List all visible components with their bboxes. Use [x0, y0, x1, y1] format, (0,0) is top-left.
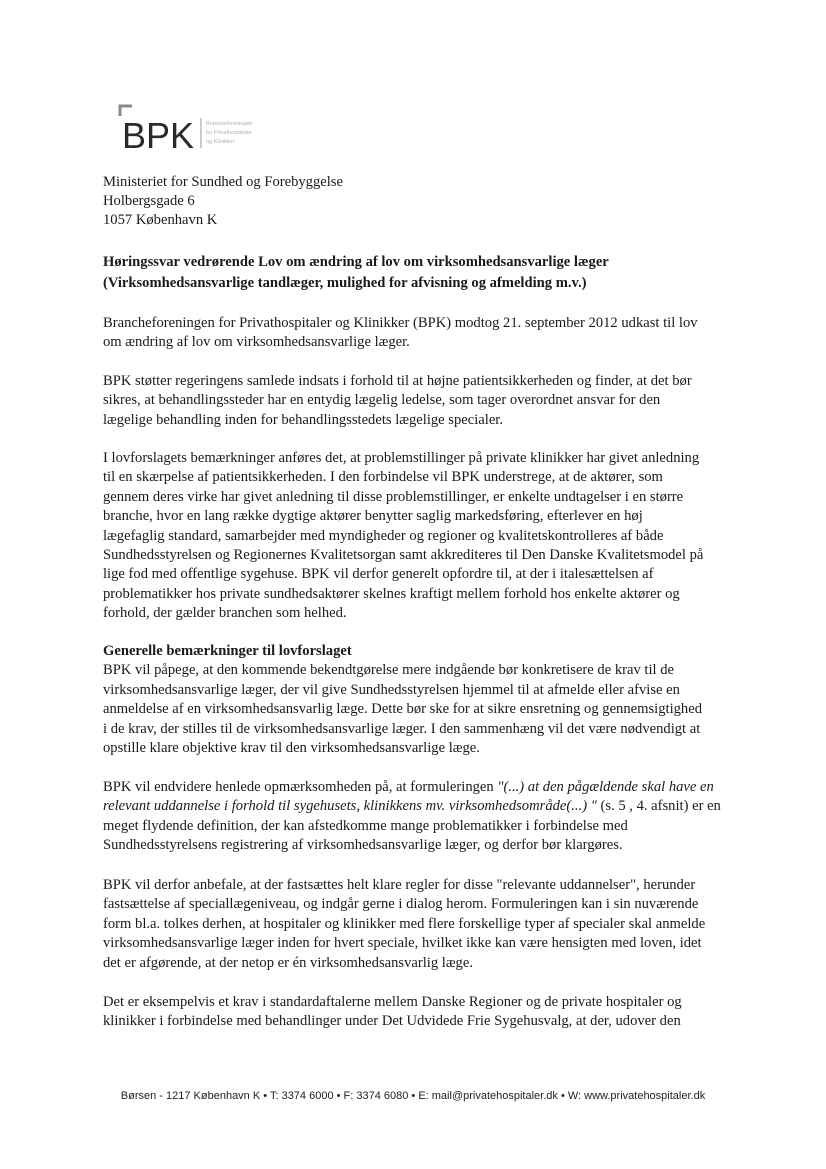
quoted-text: "(...) at den pågældende skal have en [497, 779, 714, 795]
subject-heading [103, 252, 743, 294]
text-line: problematikker hos private sundhedsaktører skelnes kraftigt mellem forhold hos enkelte aktører og [103, 585, 680, 602]
text-line: BPK vil derfor anbefale, at der fastsættes helt klare regler for disse "relevante uddannelser", herunder [103, 877, 696, 893]
text-line: BPK støtter regeringens samlede indsats i forhold til at højne patientsikkerheden og finder, at det bør [103, 373, 692, 389]
text-line: opstille klare objektive krav til den virksomhedsansvarlige læge. [103, 740, 480, 757]
text-segment: (s. 5 , 4. afsnit) er en [596, 798, 721, 815]
paragraph-5 [103, 778, 743, 856]
quoted-text: relevant uddannelse i forhold til sygehusets, klinikkens mv. virksomhedsområde(...) " [103, 798, 597, 815]
paragraph-6 [103, 876, 743, 973]
text-line: BPK vil påpege, at den kommende bekendtgørelse mere indgående bør konkretisere de krav til de [103, 662, 674, 679]
text-line: i de krav, der stilles til de virksomhedsansvarlige læger. I den sammenhæng vil det være nødvendigt at [103, 720, 701, 737]
text-line: I lovforslagets bemærkninger anføres det, at problemstillinger på private klinikker har givet anledning [103, 450, 700, 466]
paragraph-3 [103, 449, 743, 624]
text-line: Brancheforeningen for Privathospitaler og Klinikker (BPK) modtog 21. september 2012 udkast til lov [103, 315, 698, 331]
text-line: Sundhedsstyrelsen og Regionernes Kvalitetsorgan samt akkrediteres til Den Danske Kvalitetsmodel på [103, 547, 704, 564]
paragraph-4 [103, 642, 743, 758]
text-line: om ændring af lov om virksomhedsansvarlige læger. [103, 334, 410, 351]
subject-line: (Virksomhedsansvarlige tandlæger, mulighed for afvisning og afmelding m.v.) [103, 275, 587, 291]
text-segment: BPK vil endvidere henlede opmærksomheden på, at formuleringen [103, 779, 498, 795]
text-line: det er afgørende, at der netop er én virksomhedsansvarlig læge. [103, 954, 473, 971]
recipient-address [103, 173, 343, 230]
address-line: Holbergsgade 6 [103, 193, 195, 209]
text-line: form bl.a. tolkes derhen, at hospitaler og klinikker med flere forskellige typer af specialer skal anmelde [103, 915, 706, 932]
text-line: forhold, der gælder branchen som helhed. [103, 605, 347, 622]
text-line: lige fod med offentlige sygehuse. BPK vil derfor generelt opfordre til, at der i italesættelsen af [103, 566, 654, 583]
paragraph-7 [103, 993, 743, 1032]
bpk-logo [118, 104, 288, 156]
page-footer: Børsen - 1217 København K • T: 3374 6000 • F: 3374 6080 • E: mail@privatehospitaler.dk • W: www.privatehospitaler.dk [120, 1090, 706, 1102]
text-line: virksomhedsansvarlige læger inden for hvert speciale, hvilket ikke kan være hensigten med loven, idet [103, 935, 702, 952]
text-line: lægelige behandling inden for behandlingsstedets lægelige specialer. [103, 411, 504, 428]
paragraph-1 [103, 314, 743, 353]
text-line: virksomhedsansvarlige læger, der vil give Sundhedsstyrelsen hjemmel til at afmelde eller afvise en [103, 681, 680, 698]
text-line: Det er eksempelvis et krav i standardaftalerne mellem Danske Regioner og de private hospitaler og [103, 994, 682, 1010]
logo-text: BPK [122, 115, 195, 156]
section-heading: Generelle bemærkninger til lovforslaget [103, 643, 352, 659]
text-line: branche, hvor en lang række dygtige aktører benytter saglig markedsføring, efterlever en høj [103, 508, 643, 525]
text-line: til en skærpelse af patientsikkerheden. I den forbindelse vil BPK understrege, at de aktører, som [103, 469, 663, 486]
text-line [103, 797, 743, 816]
logo-tagline-2: for Privathospitaler [206, 130, 252, 136]
text-line: meget flydende definition, der kan afstedkomme mange problematikker i forbindelse med [103, 817, 628, 834]
text-line: gennem deres virke har givet anledning til disse problemstillinger, er enkelte undtagelser i en større [103, 488, 684, 505]
text-line: klinikker i forbindelse med behandlinger under Det Udvidede Frie Sygehusvalg, at der, udover den [103, 1013, 681, 1030]
text-line: fastsættelse af speciallægeniveau, og indgår gerne i dialog herom. Formuleringen kan i sin nuværende [103, 896, 699, 913]
text-line: anmeldelse af en virksomhedsansvarlig læge. Dette bør ske for at sikre ensretning og gennemsigtighed [103, 701, 702, 718]
bpk-logo-mark [118, 104, 288, 156]
text-line: lægefaglig standard, samarbejder med myndigheder og regioner og kvalitetskontrolleres af både [103, 527, 664, 544]
text-line [103, 778, 743, 797]
address-line: Ministeriet for Sundhed og Forebyggelse [103, 174, 343, 190]
logo-tagline-1: Brancheforeningen [206, 121, 253, 127]
logo-tagline-3: og Klinikker [206, 139, 235, 145]
text-line: Sundhedsstyrelsens registrering af virksomhedsansvarlige læger, og derfor bør klargøres. [103, 837, 623, 854]
paragraph-2 [103, 372, 743, 430]
subject-line: Høringssvar vedrørende Lov om ændring af lov om virksomhedsansvarlige læger [103, 254, 609, 270]
address-line: 1057 København K [103, 212, 218, 228]
text-line: sikres, at behandlingssteder har en entydig lægelig ledelse, som tager overordnet ansvar for den [103, 392, 661, 409]
